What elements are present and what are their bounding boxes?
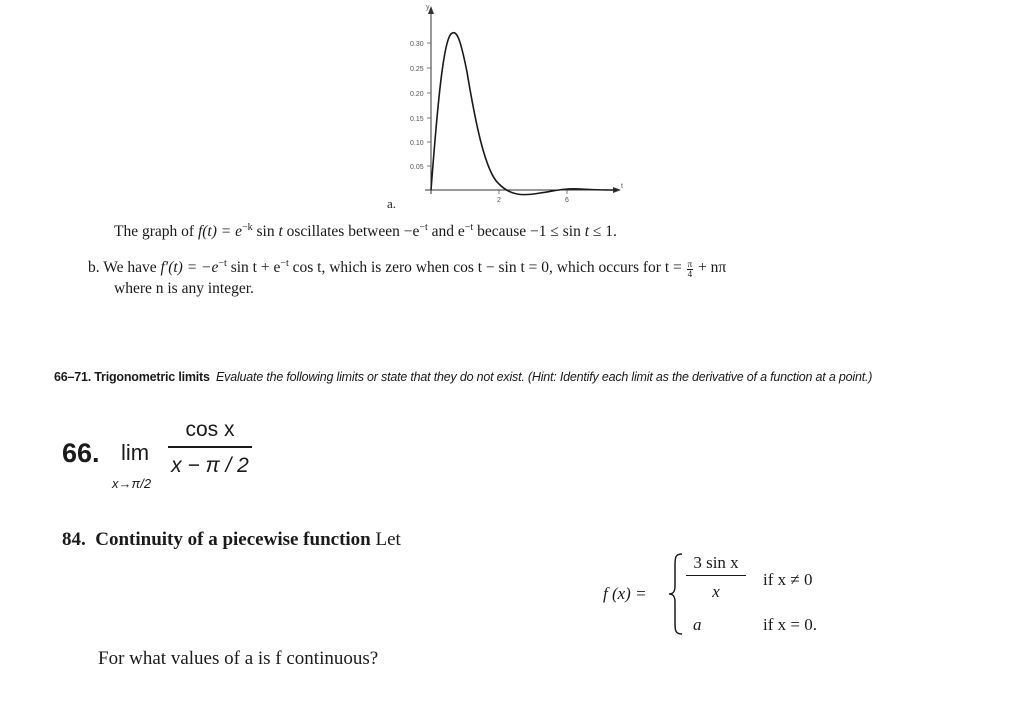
function-curve xyxy=(431,33,617,195)
part-b-text-line2: where n is any integer. xyxy=(114,280,254,297)
part-a-label: a. xyxy=(387,196,397,211)
problem-84-title: Continuity of a piecewise function xyxy=(95,529,371,550)
numerator: cos x xyxy=(185,418,235,441)
x-ticks xyxy=(497,190,569,204)
pi-over-four: $\frac{\pi}{4}$ xyxy=(687,259,693,279)
problem-84-question: For what values of a is f continuous? xyxy=(98,648,379,669)
y-axis-label: y xyxy=(426,4,430,11)
limit-operator: lim xyxy=(121,440,150,465)
exercise-directions: Evaluate the following limits or state that they do not exist. (Hint: Identify each limit as the derivative of a function at a point.) xyxy=(216,370,873,384)
x-axis-label: t xyxy=(621,183,623,190)
exercise-title: 66–71. Trigonometric limits xyxy=(54,370,210,384)
x-tick-label: 6 xyxy=(565,197,569,204)
y-ticks xyxy=(410,41,431,171)
x-tick-label: 2 xyxy=(497,197,501,204)
problem-84-let: Let xyxy=(375,529,401,550)
case-2-condition: if x = 0. xyxy=(763,615,817,634)
y-tick-label: 0.20 xyxy=(410,91,424,98)
function-graph xyxy=(395,2,635,207)
y-tick-label: 0.05 xyxy=(410,164,424,171)
case-1-fraction: 3 sin x x xyxy=(686,553,746,602)
limit-subscript: x→π/2 xyxy=(112,476,152,491)
part-b-text: b. We have $f'(t) = -e^{-t}$ $\sin t + e^{-t}$ cos t, which is zero when cos t − sin t = 0, which occurs for t = $\frac{\pi}{4}$ + nπ xyxy=(88,258,727,279)
case-1-condition: if x ≠ 0 xyxy=(763,570,813,589)
y-tick-label: 0.30 xyxy=(410,41,424,48)
y-tick-label: 0.15 xyxy=(410,116,424,123)
left-brace xyxy=(667,552,685,636)
piecewise-lhs: f (x) = xyxy=(603,584,647,603)
y-tick-label: 0.10 xyxy=(410,140,424,147)
denominator: x − π / 2 xyxy=(171,453,249,477)
y-tick-label: 0.25 xyxy=(410,66,424,73)
problem-84-number: 84. xyxy=(62,529,86,550)
problem-84-heading xyxy=(62,529,401,551)
problem-66-number: 66. xyxy=(62,438,100,468)
part-a-text: The graph of $f(t) = e^{-k}$ sin t oscillates between $-e^{-t}$ and $e^{-t}$ because −1 ≤ sin t ≤ 1. xyxy=(114,222,617,240)
exercise-header xyxy=(54,370,872,385)
problem-66-fraction xyxy=(168,418,252,478)
case-2-value: a xyxy=(693,615,702,634)
